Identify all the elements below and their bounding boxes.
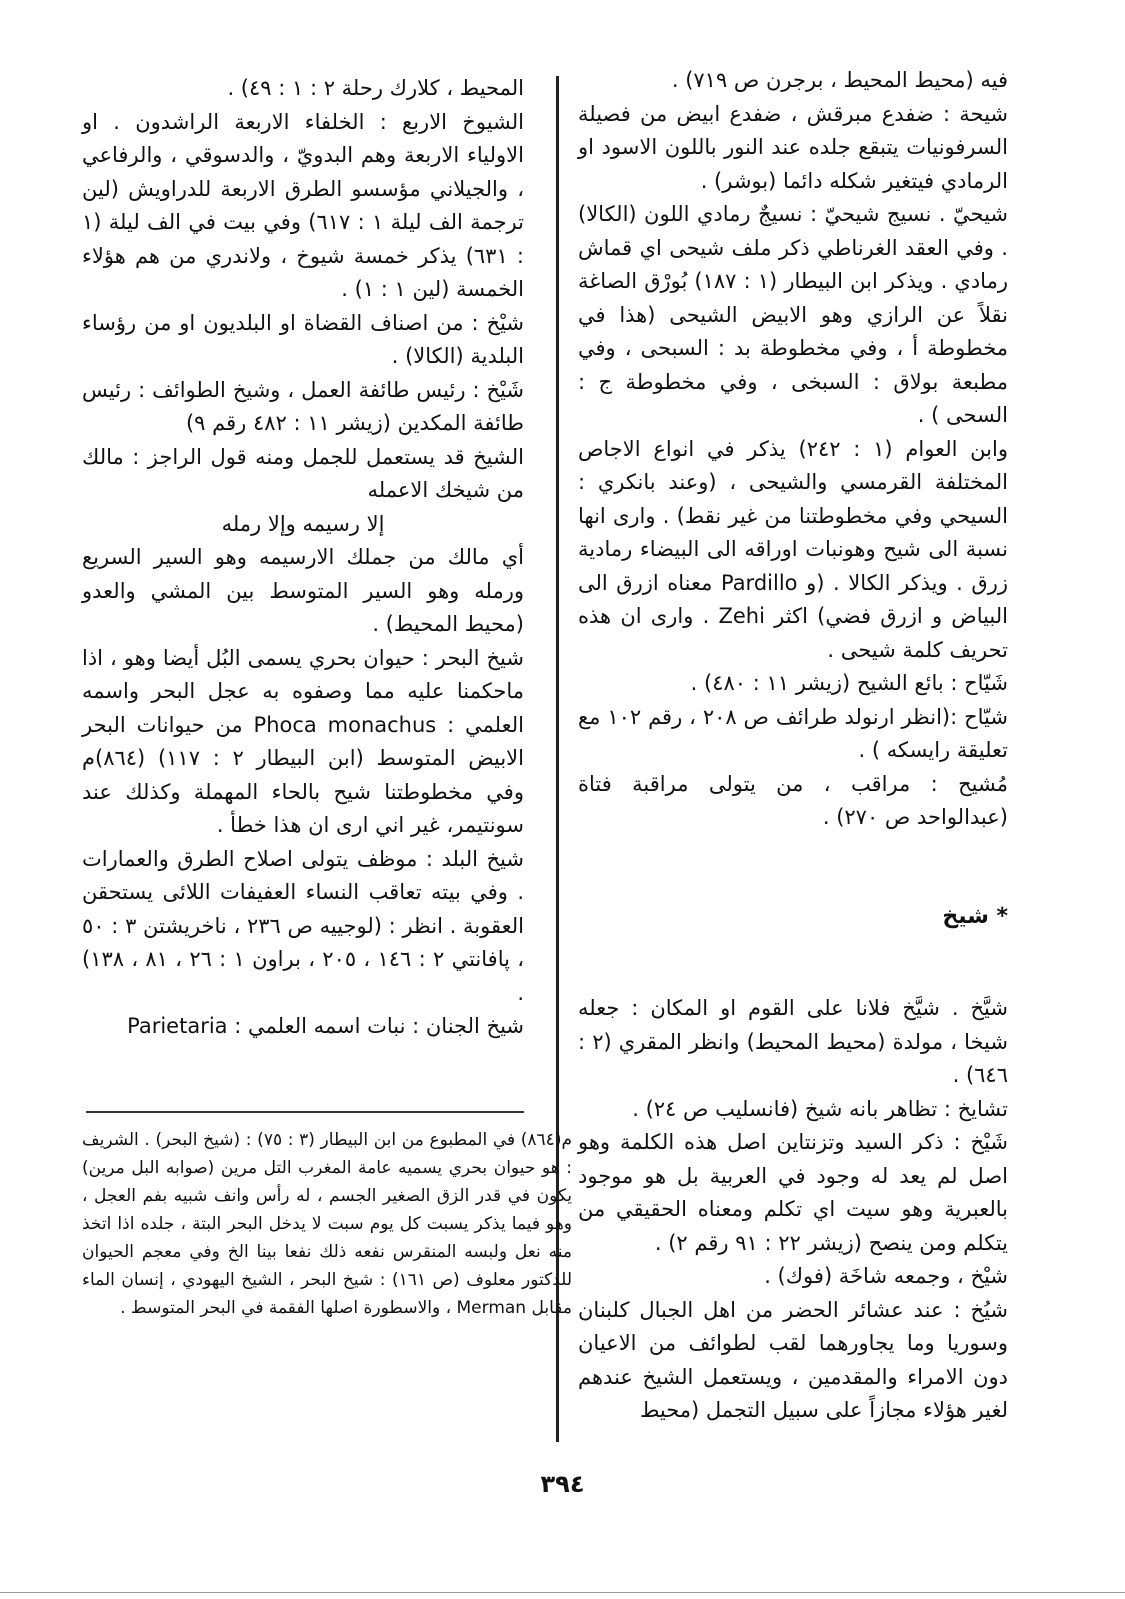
entry: مُشيح : مراقب ، من يتولى مراقبة فتاة (عبدالواحد ص ٢٧٠) . <box>578 771 1008 829</box>
entry: شيْخ : من اصناف القضاة او البلديون او من رؤساء البلدية (الكالا) . <box>82 310 524 368</box>
footnote: م(٨٦٤) في المطبوع من ابن البيطار (٣ : ٧٥) : (شيخ البحر) . الشريف : هو حيوان بحري يسميه عامة المغرب التل مرين (صوابه البل مرين) يكون في قدر الزق الصغير الجسم ، له رأس وانف شبيه بفم العجل ، وهو فيما يذكر يسبت كل يوم سبت لا يدخل البحر البتة ، جلده اذا اتخذ منه نعل ولبسه المنقرس نفعه ذلك نفعا بينا الخ وفي معجم الحيوان للدكتور معلوف (ص ١٦١) : شيخ البحر ، الشيخ اليهودي ، إنسان الماء مقابل Merman ، والاسطورة اصلها الفقمة في البحر المتوسط . <box>82 1130 572 1318</box>
entry: المحيط ، كلارك رحلة ٢ : ١ : ٤٩) . <box>227 76 524 100</box>
entry: شيخ البلد : موظف يتولى اصلاح الطرق والعمارات . وفي بيته تعاقب النساء العفيفات اللائى يستحقن العقوبة . انظر : (لوجييه ص ٢٣٦ ، ناخريشتن ٣ : ٥٠ ، پافانتي ٢ : ١٤٦ ، ٢٠٥ ، براون ١ : ٢٦ ، ٨١ ، ١٣٨) . <box>82 846 524 1005</box>
bottom-edge-line <box>0 1592 1125 1593</box>
entry: شيُخ : عند عشائر الحضر من اهل الجبال كلبنان وسوريا وما يجاورهما لقب لطوائف من الاعيان دون الامراء والمقدمين ، ويستعمل الشيخ عندهم لغير هؤلاء مجازاً على سبيل التجمل (محيط <box>578 1297 1008 1422</box>
entry: أي مالك من جملك الارسيمه وهو السير السريع ورمله وهو السير المتوسط بين المشي والعدو (محيط المحيط) . <box>82 545 524 636</box>
entry: الشيوخ الاربع : الخلفاء الاربعة الراشدون . او الاولياء الاربعة وهم البدويّ ، والدسوقي ، والرفاعي ، والجيلاني مؤسسو الطرق الاربعة للدراويش (لين ترجمة الف ليلة ١ : ٦١٧) وفي بيت في الف ليلة (١ : ٦٣١) يذكر خمسة شيوخ ، ولاندري من هم هؤلاء الخمسة (لين ١ : ١) . <box>82 109 524 301</box>
entry: شيّاح :(انظر ارنولد طرائف ص ٢٠٨ ، رقم ١٠٢ مع تعليقة رايسكه ) . <box>578 704 1008 762</box>
entry: شيحيّ . نسيج شيحيّ : نسيجٌ رمادي اللون (الكالا) . وفي العقد الغرناطي ذكر ملف شيحى اي قماش رمادي . ويذكر ابن البيطار (١ : ١٨٧) بُورْق الصاغة نقلاً عن الرازي وهو الابيض الشيحى (هذا في مخطوطة أ ، وفي مخطوطة بد : السبحى ، وفي مطبعة بولاق : السبخى ، وفي مخطوطة ج : السحى ) . <box>578 202 1008 427</box>
right-column-lower <box>578 992 1008 1428</box>
entry: شيَّخ . شيَّخ فلانا على القوم او المكان : جعله شيخا ، مولدة (محيط المحيط) وانظر المقري (٢ : ٦٤٦) . <box>578 996 1008 1087</box>
entry: شيْخ ، وجمعه شاخَة (فوك) . <box>764 1264 1008 1288</box>
entry: فيه (محيط المحيط ، برجرن ص ٧١٩) . <box>671 68 1008 92</box>
entry: شَيّاح : بائع الشيح (زيشر ١١ : ٤٨٠) . <box>690 671 1008 695</box>
entry: تشايخ : تظاهر بانه شيخ (فانسليب ص ٢٤) . <box>632 1096 1008 1121</box>
entry: شيحة : ضفدع مبرقش ، ضفدع ابيض من فصيلة السرفونيات يتبقع جلده عند النور باللون الاسود او الرمادي فيتغير شكله دائما (بوشر) . <box>578 101 1008 193</box>
entry: شيخ الجنان : نبات اسمه العلمي : Parietaria <box>127 1014 524 1038</box>
page-number: ٣٩٤ <box>540 1470 585 1498</box>
footnote-rule <box>86 1111 524 1113</box>
section-heading: * شيخ <box>942 904 1008 929</box>
entry: شَيْخ : رئيس طائفة العمل ، وشيخ الطوائف : رئيس طائفة المكدين (زيشر ١١ : ٤٨٢ رقم ٩) <box>82 377 524 435</box>
entry: شيخ البحر : حيوان بحري يسمى البُل أيضا وهو ، اذا ماحكمنا عليه مما وصفوه به عجل البحر واسمه العلمي : Phoca monachus من حيوانات البحر الابيض المتوسط (ابن البيطار ٢ : ١١٧) (٨٦٤)م وفي مخطوطتنا شيح بالحاء المهملة وكذلك عند سونتيمر، غير اني ارى ان هذا خطأ . <box>82 645 524 837</box>
left-column <box>82 72 524 1044</box>
section-heading-block <box>578 904 1008 929</box>
entry: الشيخ قد يستعمل للجمل ومنه قول الراجز : مالك من شيخك الاعمله <box>82 444 524 502</box>
entry: شَيْخ : ذكر السيد وتزنتاين اصل هذه الكلمة وهو اصل لم يعد له وجود في العربية بل هو موجود بالعبرية وهو سيت اي تكلم ومعناه الحقيقي من يتكلم ومن ينصح (زيشر ٢٢ : ٩١ رقم ٢) . <box>578 1130 1008 1255</box>
right-column <box>578 64 1008 835</box>
verse-line: إلا رسيمه وإلا رمله <box>221 511 385 536</box>
entry: وابن العوام (١ : ٢٤٢) يذكر في انواع الاجاص المختلفة القرمسي والشيحى ، (وعند بانكري : السيحي وفي مخطوطتنا من غير نقط) . وارى انها نسبة الى شيح وهونبات اوراقه الى البيضاء رمادية زرق . ويذكر الكالا . (و Pardillo معناه ازرق الى البياض و ازرق فضي) اكثر Zehi . وارى ان هذه تحريف كلمة شيحى . <box>578 436 1008 662</box>
